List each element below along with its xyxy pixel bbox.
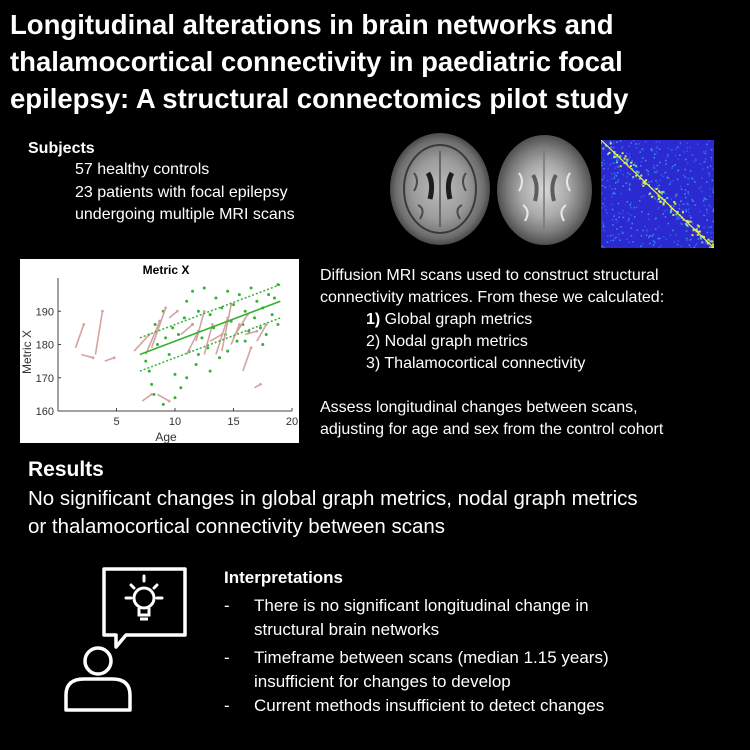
- diffusion-mri-image: [497, 135, 592, 245]
- control-point: [214, 296, 217, 299]
- method-item: [366, 311, 532, 329]
- control-point: [171, 326, 174, 329]
- subjects-line: undergoing multiple MRI scans: [75, 206, 295, 223]
- patient-point: [256, 330, 259, 333]
- y-tick-label: 180: [35, 339, 54, 352]
- patient-point: [265, 323, 268, 326]
- bullet-marker: -: [224, 696, 230, 715]
- control-point: [265, 333, 268, 336]
- control-point: [238, 293, 241, 296]
- control-point: [197, 310, 200, 313]
- results-heading: Results: [28, 458, 104, 481]
- method-item-number: 3): [366, 355, 381, 372]
- control-point: [144, 360, 147, 363]
- patient-change-line: [76, 325, 84, 348]
- x-tick-label: 20: [285, 416, 299, 428]
- control-point: [226, 350, 229, 353]
- patient-point: [101, 310, 104, 313]
- patient-change-line: [181, 325, 193, 335]
- chart-svg: [20, 259, 299, 443]
- control-point: [183, 316, 186, 319]
- interpretation-text: structural brain networks: [254, 620, 440, 639]
- control-point: [276, 323, 279, 326]
- patient-point: [176, 310, 179, 313]
- chart-y-axis-label: Metric X: [20, 329, 34, 375]
- control-point: [253, 316, 256, 319]
- interpretation-text: Timeframe between scans (median 1.15 years): [254, 648, 609, 667]
- assess-line: adjusting for age and sex from the control cohort: [320, 421, 664, 438]
- assess-line: Assess longitudinal changes between scans,: [320, 399, 638, 416]
- patient-change-line: [95, 311, 102, 354]
- patient-point: [250, 346, 253, 349]
- patient-change-line: [243, 348, 251, 371]
- patient-change-line: [222, 305, 231, 352]
- patient-point: [168, 400, 171, 403]
- connectivity-matrix-image: [601, 140, 714, 248]
- method-item: [366, 333, 528, 351]
- control-point: [195, 363, 198, 366]
- chart-x-axis-label: Age: [155, 430, 177, 443]
- patient-change-line: [157, 394, 169, 401]
- control-point: [209, 313, 212, 316]
- control-point: [185, 376, 188, 379]
- y-tick-label: 160: [35, 406, 54, 418]
- methods-line: connectivity matrices. From these we calculated:: [320, 289, 665, 306]
- method-item-text: Global graph metrics: [380, 311, 533, 328]
- control-point: [267, 293, 270, 296]
- patient-change-line: [245, 331, 257, 334]
- page-title: [10, 6, 745, 117]
- methods-line: Diffusion MRI scans used to construct structural: [320, 267, 659, 284]
- control-point: [156, 343, 159, 346]
- fit-upper-bound: [140, 285, 280, 338]
- patient-point: [211, 323, 214, 326]
- patient-point: [150, 393, 153, 396]
- x-tick-label: 10: [168, 416, 182, 428]
- patient-change-line: [169, 311, 177, 318]
- patient-point: [82, 323, 85, 326]
- title-line: thalamocortical connectivity in paediatric focal: [10, 46, 623, 77]
- patient-point: [113, 356, 116, 359]
- control-point: [185, 300, 188, 303]
- method-item-text: Thalamocortical connectivity: [380, 355, 586, 372]
- control-point: [209, 370, 212, 373]
- control-point: [250, 286, 253, 289]
- patient-point: [92, 356, 95, 359]
- title-line: Longitudinal alterations in brain networks and: [10, 9, 614, 40]
- patient-change-line: [105, 358, 114, 361]
- t1-mri-image: [390, 133, 490, 245]
- control-point: [177, 333, 180, 336]
- patient-point: [191, 323, 194, 326]
- control-point: [164, 336, 167, 339]
- patient-change-line: [152, 308, 166, 348]
- control-point: [179, 386, 182, 389]
- control-point: [271, 313, 274, 316]
- control-point: [226, 290, 229, 293]
- patient-point: [203, 310, 206, 313]
- fit-lower-bound: [140, 318, 280, 371]
- control-point: [261, 343, 264, 346]
- y-tick-label: 190: [35, 306, 54, 319]
- metric-x-chart: [20, 259, 299, 443]
- chart-title: Metric X: [142, 263, 190, 277]
- control-point: [259, 326, 262, 329]
- patient-change-line: [81, 354, 93, 357]
- interpretation-text: There is no significant longitudinal change in: [254, 596, 589, 615]
- subjects-line: 57 healthy controls: [75, 161, 210, 178]
- method-item-number: 2): [366, 333, 381, 350]
- patient-point: [259, 383, 262, 386]
- x-tick-label: 15: [227, 416, 240, 428]
- control-point: [168, 353, 171, 356]
- control-point: [191, 290, 194, 293]
- control-point: [174, 396, 177, 399]
- title-line: epilepsy: A structural connectomics pilot study: [10, 83, 629, 114]
- control-point: [244, 340, 247, 343]
- control-point: [148, 370, 151, 373]
- person-idea-icon: [62, 565, 190, 713]
- bullet-marker: -: [224, 648, 230, 667]
- control-point: [197, 353, 200, 356]
- control-point: [273, 296, 276, 299]
- control-point: [154, 323, 157, 326]
- x-tick-label: 5: [113, 416, 120, 428]
- control-point: [203, 286, 206, 289]
- results-line: or thalamocortical connectivity between scans: [28, 515, 446, 538]
- results-line: No significant changes in global graph metrics, nodal graph metrics: [28, 487, 638, 510]
- control-point: [174, 373, 177, 376]
- method-item-number: 1): [366, 311, 381, 328]
- method-item: [366, 355, 585, 373]
- control-point: [162, 403, 165, 406]
- subjects-heading: Subjects: [28, 140, 95, 157]
- interpretations-heading: Interpretations: [224, 568, 344, 587]
- control-point: [255, 300, 258, 303]
- control-point: [200, 336, 203, 339]
- method-item-text: Nodal graph metrics: [380, 333, 528, 350]
- y-tick-label: 170: [35, 372, 54, 385]
- control-point: [218, 356, 221, 359]
- interpretation-text: insufficient for changes to develop: [254, 672, 511, 691]
- control-point: [244, 310, 247, 313]
- subjects-line: 23 patients with focal epilepsy: [75, 184, 288, 201]
- control-point: [150, 383, 153, 386]
- control-point: [236, 340, 239, 343]
- interpretation-text: Current methods insufficient to detect changes: [254, 696, 605, 715]
- patient-point: [164, 307, 167, 310]
- bullet-marker: -: [224, 596, 230, 615]
- patient-change-line: [142, 394, 151, 401]
